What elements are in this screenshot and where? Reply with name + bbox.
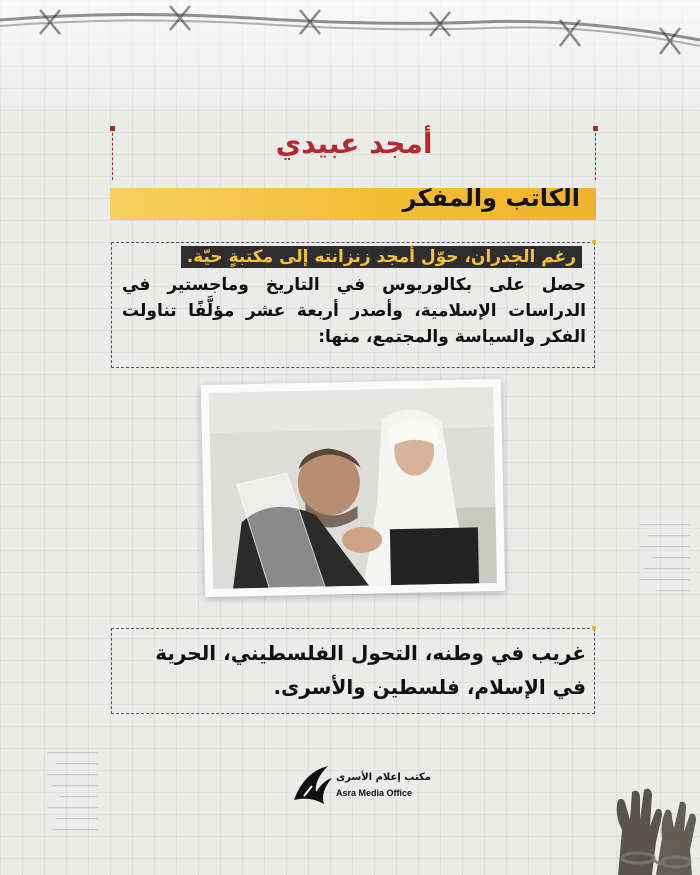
bio-highlight: رغم الجدران، حوّل أمجد زنزانته إلى مكتبةٍ حيّة. <box>181 246 582 268</box>
frame-corner <box>592 240 596 244</box>
photo-frame <box>201 379 505 597</box>
person-title: الكاتب والمفكر <box>402 184 580 212</box>
chained-hands-icon <box>600 770 700 875</box>
background-text-right: ━━━━━━━━━━━━ ━━━━━━━━━━ ━━━━━━━━━━━━ ━━━━━━━━━ ━━━━━━━━━━━ ━━━━━━━━━━━━ ━━━━━━━━ <box>639 521 690 595</box>
frame-corner <box>592 626 596 630</box>
person-name: أمجد عبيدي <box>275 127 433 160</box>
logo-name-ar: مكتب إعلام الأسرى <box>336 772 431 783</box>
bio-highlight-wrap <box>181 246 582 268</box>
barbed-wire-icon <box>0 0 700 80</box>
logo-name-en: Asra Media Office <box>336 788 413 798</box>
photo-illustration <box>209 387 497 589</box>
asra-media-logo-icon <box>290 762 420 808</box>
bio-text: حصل على بكالوريوس في التاريخ وماجستير في الدراسات الإسلامية، وأصدر أربعة عشر مؤلَّفًا تناولت الفكر والسياسة والمجتمع، منها: <box>122 275 586 347</box>
books-list: غريب في وطنه، التحول الفلسطيني، الحرية في الإسلام، فلسطين والأسرى. <box>155 641 586 699</box>
photo <box>209 387 497 589</box>
background-text-left: ━━━━━━━━━━━━ ━━━━━━━━━━ ━━━━━━━━━━━━ ━━━━━━━━━━━ ━━━━━━━━━ ━━━━━━━━━━━━ ━━━━━━━━━━ ━━━━━━━━━━━ <box>47 749 98 834</box>
